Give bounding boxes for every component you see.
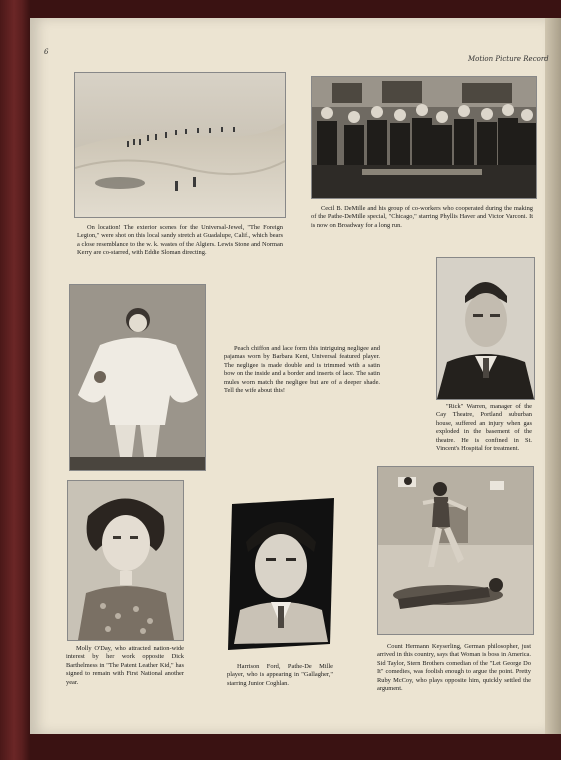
photo-harrison-ford (226, 494, 337, 654)
running-head: Motion Picture Record (468, 55, 549, 63)
caption-demille: Cecil B. DeMille and his group of co-workers who cooperated during the making of the Pathe-DeMille special, "Chicago," starring Phyllis Haver and Victor Varconi. It is now on Broadway for a long run. (311, 205, 533, 229)
photo-demille-group (311, 76, 537, 199)
photo-molly-oday (67, 480, 184, 641)
photo-barbara-kent (69, 284, 206, 471)
photo-keyserling-comedy (377, 466, 534, 635)
caption-molly-oday: Molly O'Day, who attracted nation-wide interest by her work opposite Dick Barthelmess in "The Patent Leather Kid," has signed to remain with First National another year. (66, 645, 184, 686)
caption-barbara-kent: Peach chiffon and lace form this intriguing negligee and pajamas worn by Barbara Kent, Universal featured player. The negligee is made double and is trimmed with a satin bow on the inside and a border and inserts of lace. The satin mules worn match the negligee but are of a deeper shade. Tell the wife about this! (224, 345, 380, 395)
caption-foreign-legion: On location! The exterior scenes for the Universal-Jewel, "The Foreign Legion," were shot on this local sandy stretch at Guadalupe, Calif., which bears a close resemblance to the w. k. wastes of the Algiers. Lewis Stone and Norman Kerry are co-starred, with Eddie Sloman directing. (77, 224, 283, 257)
caption-keyserling: Count Hermann Keyserling, German philosopher, just arrived in this country, says that Woman is boss in America. Sid Taylor, Stern Brothers comedian of the "Let George Do It" comedies, was foolish enough to argue the point. Pretty Ruby McCoy, who plays opposite him, quickly settled the argument. (377, 643, 531, 693)
next-page-edge (545, 18, 561, 734)
page-number: 6 (44, 48, 49, 56)
caption-harrison-ford: Harrison Ford, Pathe-De Mille player, who is appearing in "Gallagher," starring Junior Coghlan. (227, 663, 333, 687)
photo-rick-warren (436, 257, 535, 400)
caption-rick-warren: "Rick" Warren, manager of the Cay Theatre, Portland suburban house, suffered an injury when gas exploded in the basement of the theatre. He is confined in St. Vincent's Hospital for treatment. (436, 403, 532, 453)
photo-desert-location (74, 72, 286, 218)
